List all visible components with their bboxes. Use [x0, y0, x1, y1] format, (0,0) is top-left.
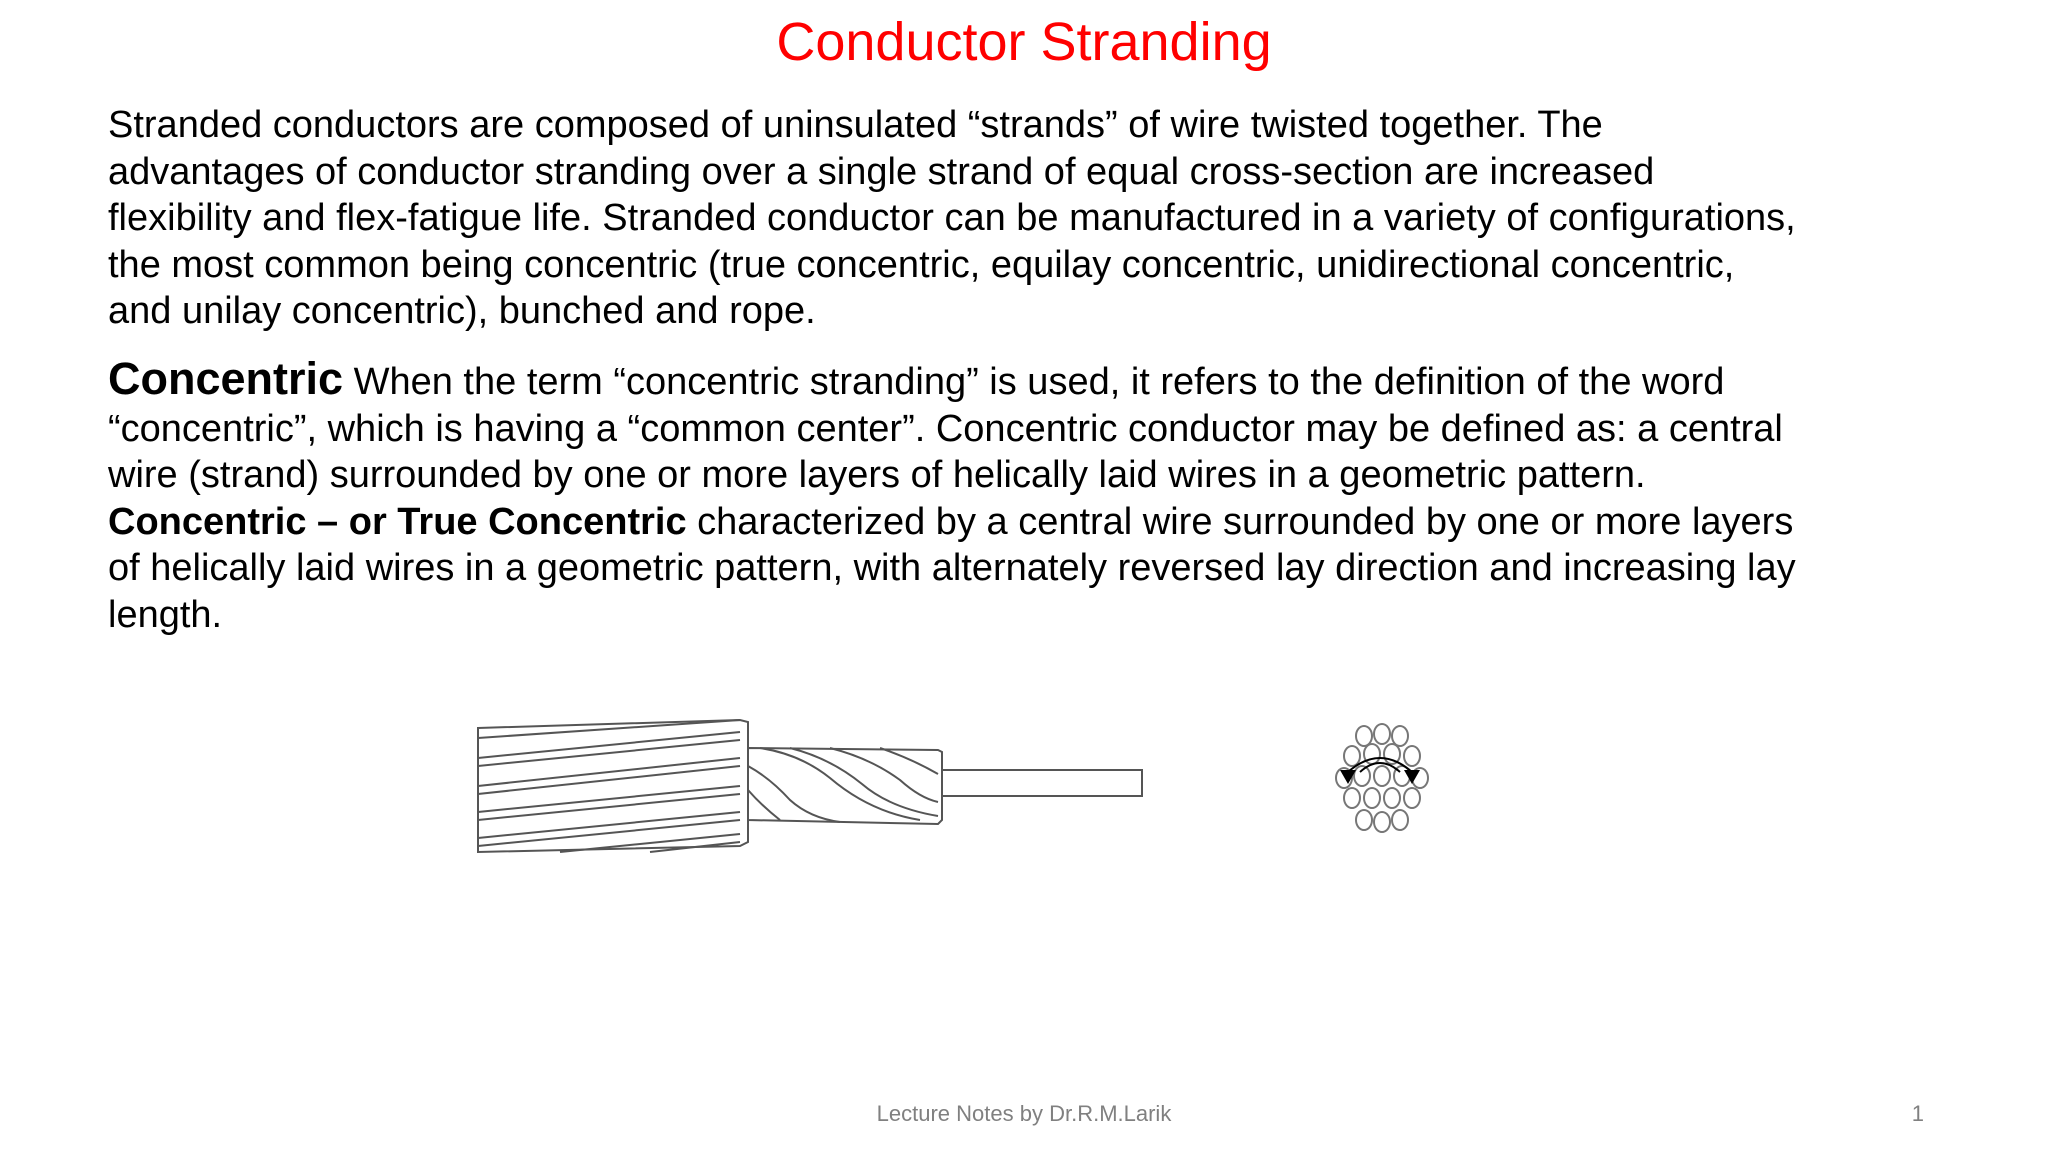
footer-text: Lecture Notes by Dr.R.M.Larik — [876, 1101, 1172, 1126]
conductor-cross-section-illustration — [1330, 722, 1440, 842]
true-concentric-term: Concentric – or True Concentric — [108, 500, 687, 543]
concentric-heading: Concentric — [108, 353, 344, 404]
concentric-text-a: When the term “concentric stranding” is used, it refers to the definition of the word “concentric”, which is having a “common center”. Concentric conductor may be defined as: a central wire (strand) surrounded by one or more layers of helically laid wires in a geometric pattern. — [108, 361, 1783, 496]
slide-title: Conductor Stranding — [776, 12, 1272, 72]
stranded-wire-side-view-illustration — [470, 708, 1150, 858]
concentric-text-b: characterized by a central wire surrounded by one or more layers of helically laid wires in a geometric pattern, with alternately reversed lay direction and increasing lay length. — [108, 500, 1796, 636]
paragraph-stranded-conductors: Stranded conductors are composed of uninsulated “strands” of wire twisted together. The advantages of conductor stranding over a single strand of equal cross-section are increased flexibility and flex-fatigue life. Stranded conductor can be manufactured in a variety of configurations, the most common being concentric (true concentric, equilay concentric, unidirectional concentric, and unilay concentric), bunched and rope. — [108, 104, 1796, 332]
page-number: 1 — [1911, 1101, 1924, 1126]
paragraph-concentric — [108, 353, 1808, 638]
